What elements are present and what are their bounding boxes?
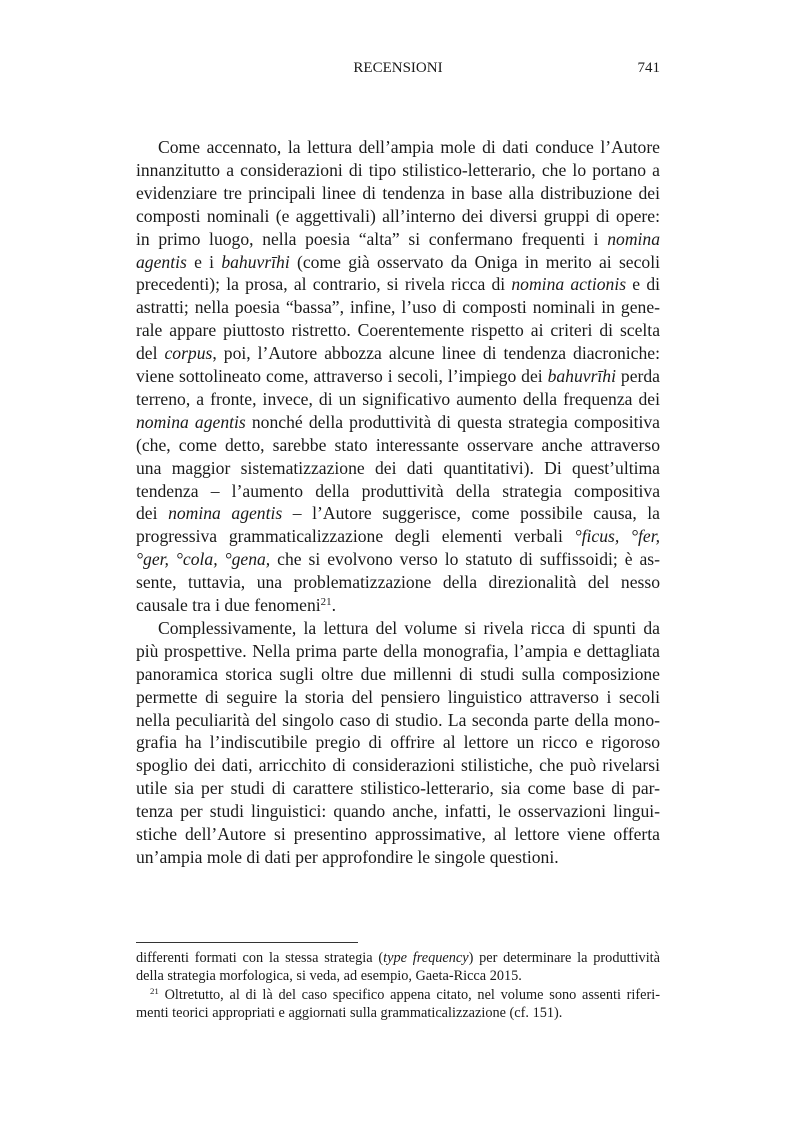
footnote-ref: 21	[320, 596, 332, 608]
text-line	[136, 686, 660, 709]
text-segment: nella peculiarità del singolo caso di studio. La seconda parte della mono-	[136, 709, 660, 730]
text-segment: dei	[136, 503, 169, 524]
text-segment: progressiva grammaticalizzazione degli elementi verbali	[136, 526, 575, 547]
text-line	[136, 296, 660, 319]
text-segment: e i	[186, 251, 222, 272]
text-line	[136, 548, 660, 571]
text-segment: perda	[616, 366, 660, 386]
text-segment: , poi, l’Autore abbozza alcune linee di tendenza diacroniche:	[212, 343, 660, 364]
text-line	[136, 777, 660, 800]
text-line	[136, 949, 660, 967]
text-segment: astratti; nella poesia “bassa”, infine, l’uso di composti nominali in gene-	[136, 297, 660, 318]
text-segment: Come accennato, la lettura dell’ampia mole di dati conduce l’Autore	[158, 137, 660, 157]
footnote-separator	[136, 942, 358, 943]
italic-text: agentis	[136, 251, 187, 272]
text-line	[136, 434, 660, 457]
italic-text: °ficus, °fer,	[574, 526, 660, 547]
text-line	[150, 986, 660, 1004]
text-line	[136, 571, 660, 594]
text-segment: stiche dell’Autore si presentino approssimative, al lettore viene offerta	[136, 824, 660, 844]
text-segment: sente, tuttavia, una problematizzazione della direzionalità del nesso	[136, 572, 660, 593]
text-segment: una maggior sistematizzazione dei dati quantitativi). Di quest’ultima	[136, 457, 660, 478]
text-segment: ) per determinare la produttività	[468, 950, 660, 966]
text-line	[136, 365, 660, 388]
text-segment: che si evolvono verso lo statuto di suffissoidi; è as-	[270, 549, 661, 570]
text-line	[136, 205, 660, 228]
footnote-ref: 21	[150, 985, 159, 996]
text-line	[136, 388, 660, 411]
text-segment: terreno, a fronte, invece, di un significativo aumento della frequenza dei	[136, 388, 660, 409]
text-line	[136, 411, 660, 434]
text-segment: grafia ha l’indiscutibile pregio di offrire al lettore un ricco e rigoroso	[136, 732, 660, 753]
italic-text: nomina agentis	[136, 411, 246, 432]
text-line	[136, 823, 660, 846]
text-line	[136, 594, 660, 617]
text-line	[136, 159, 660, 182]
text-segment: composti nominali (e aggettivali) all’interno dei diversi gruppi di opere:	[136, 205, 660, 226]
text-segment: nonché della produttività di questa strategia compositiva	[245, 411, 660, 432]
text-segment: (che, come detto, sarebbe stato interessante osservare anche attraverso	[136, 434, 660, 455]
text-segment: evidenziare tre principali linee di tendenza in base alla distribuzione dei	[136, 182, 660, 203]
italic-text: nomina	[607, 228, 660, 249]
italic-text: bahuvrīhi	[221, 251, 290, 272]
text-segment: del	[136, 343, 165, 364]
text-line	[136, 663, 660, 686]
text-line	[158, 136, 660, 159]
text-segment: viene sottolineato come, attraverso i secoli, l’impiego dei	[136, 366, 548, 386]
text-line	[136, 182, 660, 205]
text-segment: tenza per studi linguistici: quando anche, infatti, le osservazioni lingui-	[136, 801, 660, 822]
text-line	[136, 709, 660, 732]
italic-text: nomina agentis	[168, 503, 283, 524]
text-segment: causale tra i due fenomeni	[136, 595, 321, 615]
text-line	[136, 251, 660, 274]
text-segment: in primo luogo, nella poesia “alta” si confermano frequenti i	[136, 228, 608, 249]
text-line	[136, 967, 660, 985]
text-segment: differenti formati con la stessa strategia (	[136, 950, 384, 966]
text-segment: Oltretutto, al di là del caso specifico appena citato, nel volume sono assenti riferi-	[158, 986, 660, 1003]
text-line	[136, 319, 660, 342]
text-segment: un’ampia mole di dati per approfondire le singole questioni.	[136, 846, 559, 867]
italic-text: °ger, °cola, °gena,	[136, 549, 271, 570]
text-line	[136, 228, 660, 251]
text-line	[136, 525, 660, 548]
text-line	[136, 640, 660, 663]
text-segment: e di	[626, 274, 661, 295]
text-segment: permette di seguire la storia del pensiero linguistico attraverso i secoli	[136, 686, 660, 707]
text-segment: utile sia per studi di carattere stilistico-letterario, sia come base di par-	[136, 778, 660, 799]
italic-text: corpus	[164, 343, 213, 364]
text-line	[136, 1004, 660, 1022]
text-segment: – l’Autore suggerisce, come possibile causa, la	[282, 503, 660, 524]
text-line	[136, 731, 660, 754]
text-segment: (come già osservato da Oniga in merito ai secoli	[289, 251, 660, 272]
page-number: 741	[637, 60, 660, 76]
italic-text: nomina actionis	[511, 274, 627, 295]
text-segment: .	[331, 595, 336, 615]
text-segment: tendenza – l’aumento della produttività della strategia compositiva	[136, 480, 660, 501]
text-segment: precedenti); la prosa, al contrario, si rivela ricca di	[136, 274, 512, 295]
text-segment: spoglio dei dati, arricchito di considerazioni stilistiche, che può rivelarsi	[136, 755, 660, 776]
italic-text: type frequency	[383, 950, 469, 966]
text-line	[158, 617, 660, 640]
text-segment: rale appare piuttosto ristretto. Coerentemente rispetto ai criteri di scelta	[136, 320, 660, 341]
italic-text: bahuvrīhi	[547, 366, 616, 386]
text-segment: innanzitutto a considerazioni di tipo stilistico-letterario, che lo portano a	[136, 159, 660, 180]
text-line	[136, 800, 660, 823]
text-line	[136, 754, 660, 777]
text-line	[136, 846, 660, 869]
text-segment: della strategia morfologica, si veda, ad esempio, Gaeta-Ricca 2015.	[136, 968, 522, 985]
text-line	[136, 502, 660, 525]
text-segment: panoramica storica sugli oltre due millenni di studi sulla composizione	[136, 663, 660, 684]
text-line	[136, 480, 660, 503]
running-head: RECENSIONI	[353, 60, 443, 76]
text-segment: menti teorici appropriati e aggiornati sulla grammaticalizzazione (cf. 151).	[136, 1005, 563, 1022]
text-line	[136, 342, 660, 365]
text-segment: Complessivamente, la lettura del volume si rivela ricca di spunti da	[158, 617, 660, 638]
text-line	[136, 273, 660, 296]
text-segment: più prospettive. Nella prima parte della monografia, l’ampia e dettagliata	[136, 640, 660, 661]
text-line	[136, 457, 660, 480]
